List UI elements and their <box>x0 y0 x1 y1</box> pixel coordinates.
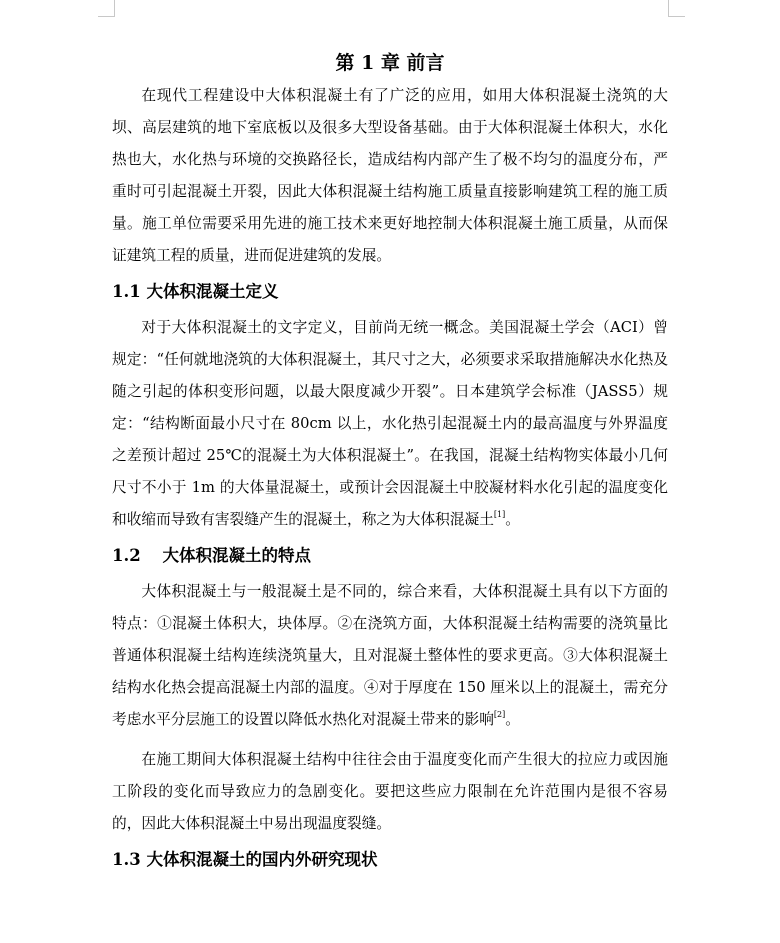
chapter-title: 第 1 章 前言 <box>335 52 445 74</box>
paragraph-end: 。 <box>505 711 520 728</box>
section-1-3-heading <box>112 840 668 880</box>
section-1-2-heading <box>112 536 668 576</box>
paragraph-end: 。 <box>505 511 520 528</box>
paragraph-text: 大体积混凝土与一般混凝土是不同的，综合来看，大体积混凝土具有以下方面的特点：①混凝土体积大，块体厚。②在浇筑方面，大体积混凝土结构需要的浇筑量比普通体积混凝土结构连续浇筑量大，且对混凝土整体性的要求更高。③大体积混凝土结构水化热会提高混凝土内部的温度。④对于厚度在 150 厘米以上的混凝土，需充分考虑水平分层施工的设置以降低水热化对混凝土带来的影响 <box>112 583 668 728</box>
section-title: 大体积混凝土的特点 <box>162 546 311 565</box>
page-corner-mark-left <box>98 0 115 17</box>
section-title: 大体积混凝土的国内外研究现状 <box>146 850 378 869</box>
features-paragraph <box>112 576 668 736</box>
citation-ref[interactable]: [2] <box>493 710 506 719</box>
paragraph-text: 对于大体积混凝土的文字定义，目前尚无统一概念。美国混凝土学会（ACI）曾规定：“任何就地浇筑的大体积混凝土，其尺寸之大，必须要求采取措施解决水化热及随之引起的体积变形问题，以最大限度减少开裂”。日本建筑学会标准（JASS5）规定：“结构断面最小尺寸在 80cm 以上，水化热引起混凝土内的最高温度与外界温度之差预计超过 25℃的混凝土为大体积混凝土”。在我国，混凝土结构物实体最小几何尺寸不小于 1m 的大体量混凝土，或预计会因混凝土中胶凝材料水化引起的温度变化和收缩而导致有害裂缝产生的混凝土，称之为大体积混凝土 <box>112 319 668 528</box>
intro-paragraph: 在现代工程建设中大体积混凝土有了广泛的应用，如用大体积混凝土浇筑的大坝、高层建筑的地下室底板以及很多大型设备基础。由于大体积混凝土体积大，水化热也大，水化热与环境的交换路径长，造成结构内部产生了极不均匀的温度分布，严重时可引起混凝土开裂，因此大体积混凝土结构施工质量直接影响建筑工程的施工质量。施工单位需要采用先进的施工技术来更好地控制大体积混凝土施工质量，从而保证建筑工程的质量，进而促进建筑的发展。 <box>112 87 668 264</box>
stress-paragraph: 在施工期间大体积混凝土结构中往往会由于温度变化而产生很大的拉应力或因施工阶段的变化而导致应力的急剧变化。要把这些应力限制在允许范围内是很不容易的，因此大体积混凝土中易出现温度裂缝。 <box>112 751 668 832</box>
page-corner-mark-right <box>668 0 685 17</box>
document-page <box>112 46 668 880</box>
section-1-1-heading <box>112 272 668 312</box>
section-number: 1.3 <box>112 850 141 869</box>
definition-paragraph <box>112 312 668 536</box>
section-title: 大体积混凝土定义 <box>146 282 279 301</box>
section-number: 1.1 <box>112 282 141 301</box>
section-number: 1.2 <box>112 546 141 565</box>
citation-ref[interactable]: [1] <box>493 510 506 519</box>
